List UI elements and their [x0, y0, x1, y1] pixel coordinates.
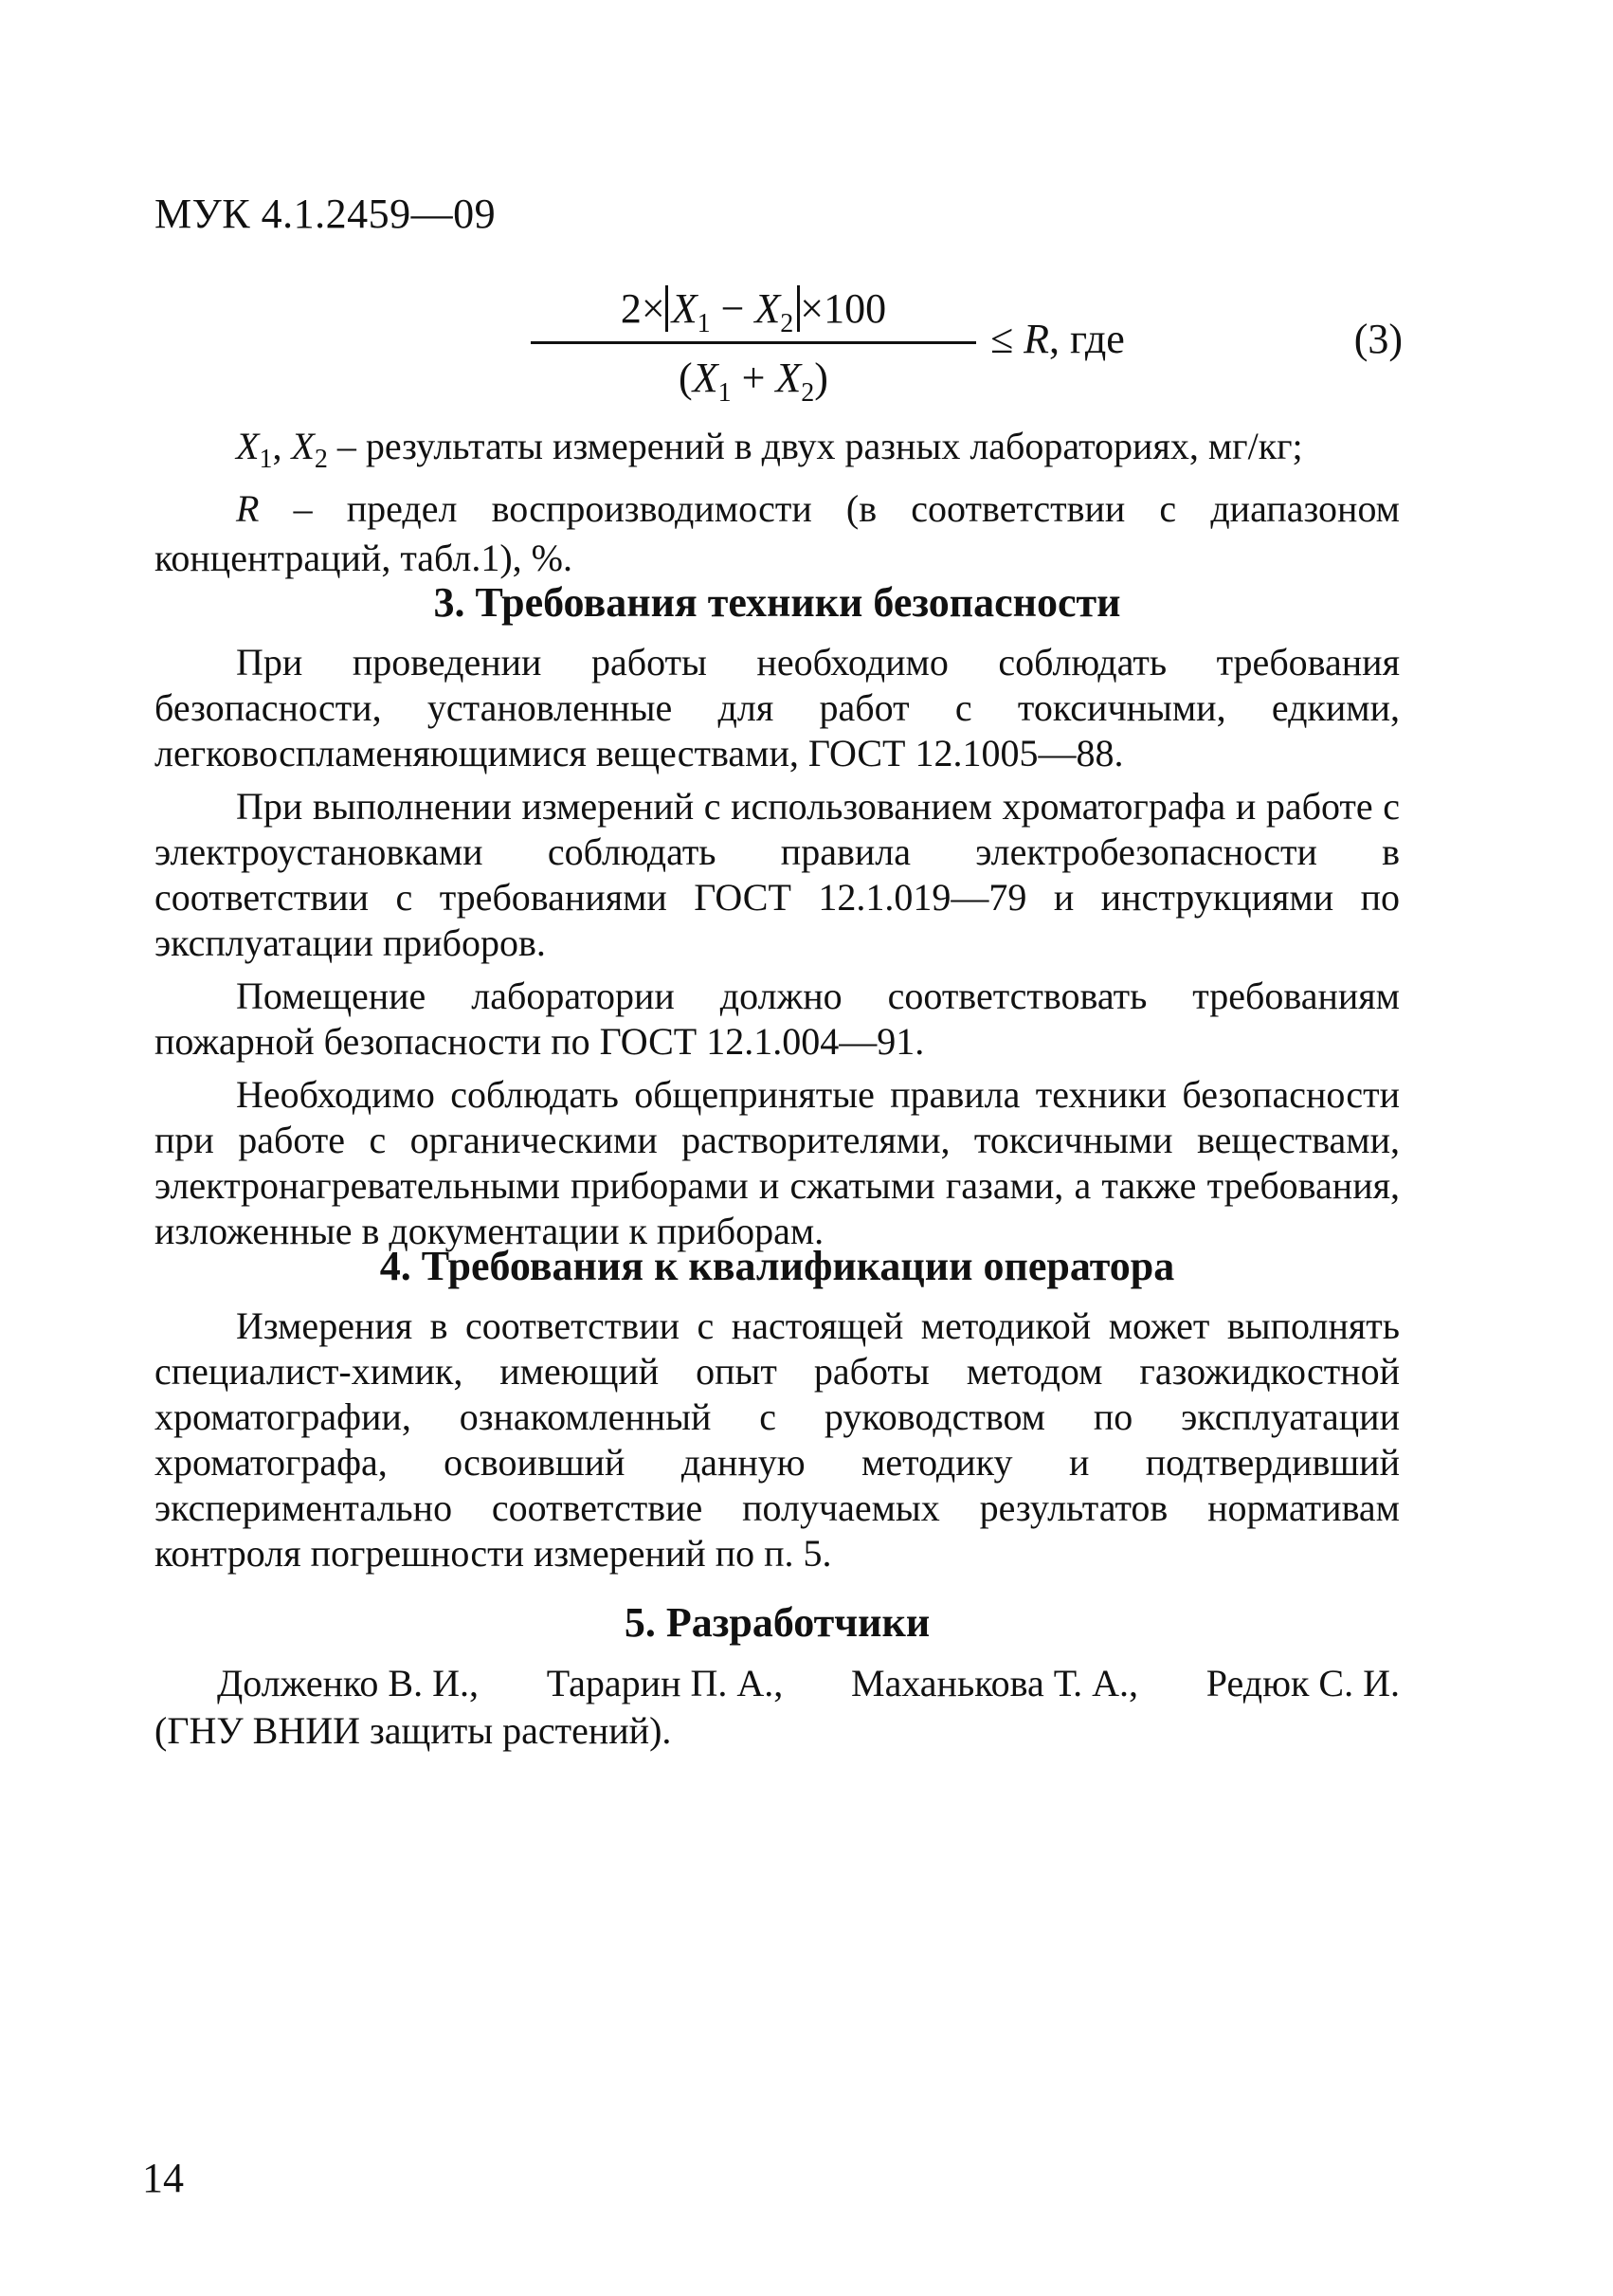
definition-r: R – предел воспроизводимости (в соответствии с диапазоном концентраций, табл.1), %.	[154, 487, 1400, 579]
formula-numerator: $2\times X_1 - X_2 \times 100$	[620, 285, 887, 338]
formula-relation: ≤ R, где	[990, 316, 1125, 362]
author: Тарарин П. А.,	[546, 1662, 784, 1704]
document-code: МУК 4.1.2459—09	[154, 191, 497, 237]
paragraph: При проведении работы необходимо соблюдать требования безопасности, установленные для работ с токсичными, едкими, легковоспламеняющимися веществами, ГОСТ 12.1005—88.	[154, 641, 1400, 774]
paragraph: При выполнении измерений с использованием хроматографа и работе с электроустановками соблюдать правила электробезопасности в соответствии с требованиями ГОСТ 12.1.019—79 и инструкциями по эксплуатации приборов.	[154, 785, 1400, 964]
formula-abs: $X_1 - X_2$	[665, 285, 801, 332]
equation-number: (3)	[1353, 316, 1403, 362]
fraction-bar	[531, 341, 976, 344]
section-safety	[154, 578, 1400, 1262]
formula-fraction	[531, 281, 976, 407]
paragraph: Измерения в соответствии с настоящей методикой может выполнять специалист-химик, имеющий опыт работы методом газожидкостной хроматографии, ознакомленный с руководством по эксплуатации хроматографа, освоивший данную методику и подтвердивший экспериментально соответствие получаемых результатов нормативам контроля погрешности измерений по п. 5.	[154, 1304, 1400, 1575]
definition-x: $X_1$, $X_2$ – результаты измерений в двух разных лабораториях, мг/кг;	[236, 425, 1303, 474]
section-qualification	[154, 1242, 1400, 1584]
formula-denominator: $(X_1 + X_2)$	[679, 355, 828, 408]
section-title: 4. Требования к квалификации оператора	[379, 1243, 1175, 1289]
author-list	[154, 1660, 1400, 1707]
section-developers	[154, 1598, 1400, 1755]
author: Маханькова Т. А.,	[851, 1662, 1139, 1704]
organization: (ГНУ ВНИИ защиты растений).	[154, 1709, 672, 1752]
author: Долженко В. И.,	[217, 1662, 479, 1704]
section-title: 5. Разработчики	[624, 1599, 931, 1646]
authors-block	[154, 1660, 1400, 1755]
paragraph: Необходимо соблюдать общепринятые правила техники безопасности при работе с органическими растворителями, токсичными веществами, электронагревательными приборами и сжатыми газами, а также требования, изложенные в документации к приборам.	[154, 1073, 1400, 1252]
formula-definitions	[154, 422, 1400, 583]
paragraph: Помещение лаборатории должно соответствовать требованиям пожарной безопасности по ГОСТ 12.1.004—91.	[154, 975, 1400, 1063]
page-number: 14	[142, 2155, 184, 2201]
section-title: 3. Требования техники безопасности	[433, 579, 1121, 626]
author: Редюк С. И.	[1205, 1662, 1400, 1704]
formula-3	[152, 281, 1403, 423]
